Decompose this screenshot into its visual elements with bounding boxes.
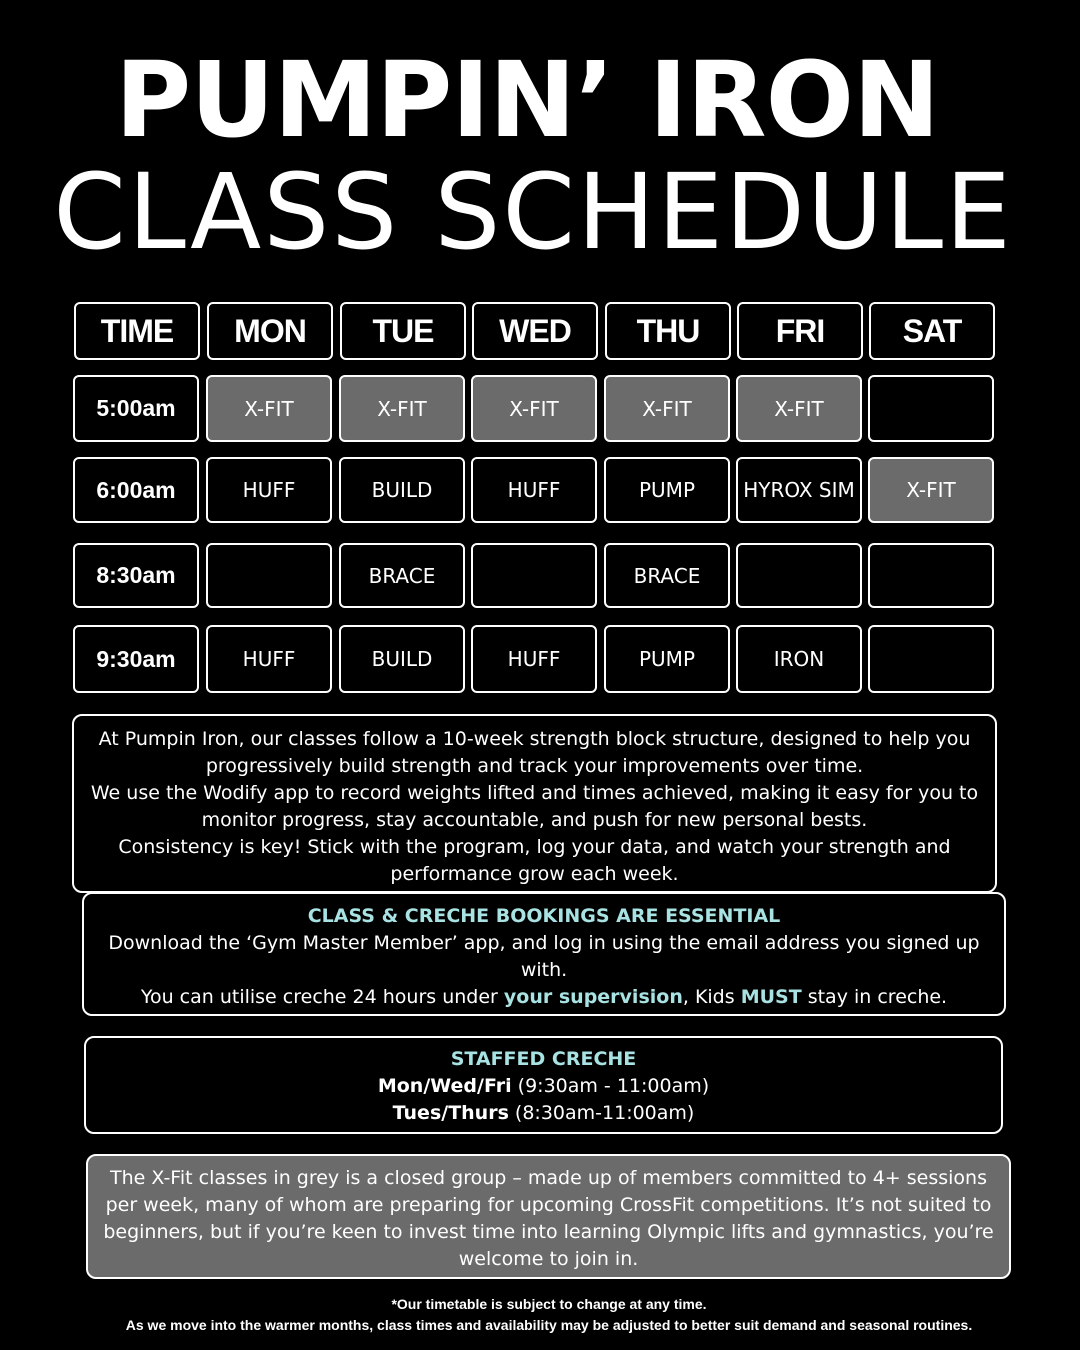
class-cell-thu: PUMP [604,625,730,693]
class-cell-fri: X-FIT [736,375,862,442]
header-wed: WED [472,302,598,360]
time-cell: 8:30am [73,543,199,608]
empty-cell-sat [868,543,994,608]
class-cell-tue: BUILD [339,457,465,523]
bookings-box [82,892,1006,1016]
empty-cell-wed [471,543,597,608]
xfit-note-box [86,1154,1011,1279]
class-cell-fri: HYROX SIM [736,457,862,523]
empty-cell-sat [868,375,994,442]
bookings-text-a: You can utilise creche 24 hours under [140,986,504,1008]
header-tue: TUE [340,302,466,360]
class-cell-thu: X-FIT [604,375,730,442]
header-mon: MON [207,302,333,360]
class-cell-tue: BUILD [339,625,465,693]
header-fri: FRI [737,302,863,360]
class-cell-tue: X-FIT [339,375,465,442]
creche-row-2 [100,1100,987,1127]
class-cell-wed: X-FIT [471,375,597,442]
title-line-1: PUMPIN’ IRON [114,39,940,161]
bookings-heading: CLASS & CRECHE BOOKINGS ARE ESSENTIAL [307,905,781,927]
class-cell-wed: HUFF [471,457,597,523]
bookings-text-e: stay in creche. [801,986,948,1008]
class-cell-tue: BRACE [339,543,465,608]
bookings-line-2 [108,984,980,1011]
class-cell-mon: HUFF [206,457,332,523]
creche-row-2-times: (8:30am-11:00am) [508,1102,695,1124]
empty-cell-mon [206,543,332,608]
class-cell-thu: PUMP [604,457,730,523]
time-cell: 9:30am [73,625,199,693]
must-highlight: MUST [740,986,802,1008]
class-cell-thu: BRACE [604,543,730,608]
info-box [72,714,997,893]
bookings-text-c: , Kids [682,986,741,1008]
bookings-line-1: Download the ‘Gym Master Member’ app, and log in using the email address you signed up with. [108,932,980,981]
info-paragraph-3: Consistency is key! Stick with the program, log your data, and watch your strength and performance grow each week. [118,836,951,885]
empty-cell-fri [736,543,862,608]
class-cell-mon: X-FIT [206,375,332,442]
footer-line-1: *Our timetable is subject to change at any time. [391,1296,707,1312]
creche-row-2-days: Tues/Thurs [392,1102,509,1124]
creche-row-1-days: Mon/Wed/Fri [377,1075,512,1097]
creche-row-1-times: (9:30am - 11:00am) [511,1075,710,1097]
info-paragraph-1: At Pumpin Iron, our classes follow a 10-week strength block structure, designed to help you progressively build strength and track your improvements over time. [98,728,971,777]
creche-box [84,1036,1003,1134]
time-cell: 5:00am [73,375,199,442]
class-cell-fri: IRON [736,625,862,693]
class-cell-wed: HUFF [471,625,597,693]
empty-cell-sat [868,625,994,693]
header-sat: SAT [869,302,995,360]
time-cell: 6:00am [73,457,199,523]
header-time: TIME [74,302,200,360]
xfit-note-text: The X-Fit classes in grey is a closed group – made up of members committed to 4+ sessions per week, many of whom are preparing for upcoming CrossFit competitions. It’s not suited to beginners, but if you’re keen to invest time into learning Olympic lifts and gymnastics, you’re welcome to join in. [103,1167,994,1270]
supervision-highlight: your supervision [503,986,683,1008]
header-thu: THU [605,302,731,360]
footer-line-2: As we move into the warmer months, class times and availability may be adjusted to better suit demand and seasonal routines. [125,1317,973,1333]
class-cell-sat: X-FIT [868,457,994,523]
creche-row-1 [100,1073,987,1100]
creche-heading: STAFFED CRECHE [450,1048,637,1070]
info-paragraph-2: We use the Wodify app to record weights lifted and times achieved, making it easy for you to monitor progress, stay accountable, and push for new personal bests. [90,782,979,831]
class-cell-mon: HUFF [206,625,332,693]
title-line-2: CLASS SCHEDULE [53,151,1013,273]
